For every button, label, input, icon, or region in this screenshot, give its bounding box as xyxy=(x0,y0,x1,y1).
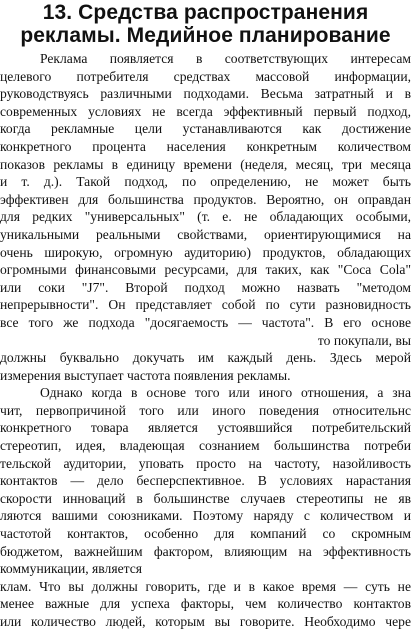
text-line: измерения выступает частота появления рекламы. xyxy=(0,367,291,383)
text-line: конкретного товара является устоявшийся потребительский xyxy=(0,420,411,436)
text-line: коммуникации, является xyxy=(0,561,143,577)
text-line: непрерывности". Он представляет собой по сути разновидность xyxy=(0,297,411,313)
text-line: уникальными реальными свойствами, ориентирующимися на xyxy=(0,226,411,242)
text-line: ляются вашими союзниками. Поэтому наряду с количеством и xyxy=(0,508,411,524)
text-line: все того же подхода "досягаемость — частота". В его основе xyxy=(0,314,411,330)
text-line: тельской аудитории, уповать просто на частоту, назойливость xyxy=(0,455,411,471)
text-line: клам. Что вы должны говорить, где и в какое время — суть не xyxy=(0,578,411,594)
text-line: эффективен для большинства продуктов. Вероятно, он оправдан xyxy=(0,191,411,207)
text-line: бюджетом, важнейшим фактором, влияющим на эффективность xyxy=(0,543,411,559)
text-line: скорости инноваций в большинстве случаев стереотипы не яв xyxy=(0,490,411,506)
text-line: должны буквально докучать им каждый день. Здесь мерой xyxy=(0,350,411,366)
text-line: или соки "J7". Второй подход можно назвать "методом xyxy=(0,279,411,295)
text-line: конкретного процента населения конкретным количеством xyxy=(0,138,411,154)
text-line: современных условиях не всегда эффективный первый подход, xyxy=(0,103,411,119)
text-line: чит, первопричиной того или иного поведения относительнс xyxy=(0,402,411,418)
text-line: Однако когда в основе того или иного отношения, а зна xyxy=(40,385,411,401)
title-line-2: рекламы. Медийное планирование xyxy=(20,24,391,47)
title-line-1: 13. Средства распространения xyxy=(42,1,369,24)
body-text xyxy=(0,50,411,631)
text-line: показов рекламы в единицу времени (неделя, месяц, три месяца xyxy=(0,156,411,172)
text-line: менее важные для успеха факторы, чем количество контактов xyxy=(0,596,411,612)
text-line: стереотип, идея, владеющая сознанием большинства потреби xyxy=(0,438,411,454)
text-line: руководствуясь различными подходами. Весьма затратный и в xyxy=(0,86,411,102)
text-line: и т. д.). Такой подход, по определению, не может быть xyxy=(0,174,411,190)
text-line: огромными финансовыми ресурсами, для таких, как "Coca Cola" xyxy=(0,262,411,278)
text-line: или количество людей, которым вы говорите. Необходимо чере xyxy=(0,614,411,629)
text-line: частотой контактов, особенно для компаний со скромным xyxy=(0,526,411,542)
text-line: целевого потребителя средствах массовой информации, xyxy=(0,68,411,84)
text-line: контактов — дело бесперспективное. В условиях нарастания xyxy=(0,473,411,489)
text-line: для редких "универсальных" (т. е. не обладающих особыми, xyxy=(0,209,411,225)
text-line: когда рекламные цели устанавливаются как достижение xyxy=(0,121,411,137)
text-line: очень широкую, огромную аудиторию) продуктов, обладающих xyxy=(0,244,411,260)
text-line: Реклама появляется в соответствующих интересам xyxy=(40,51,411,66)
text-line: то покупали, вы xyxy=(317,332,411,348)
page-title xyxy=(0,0,411,47)
